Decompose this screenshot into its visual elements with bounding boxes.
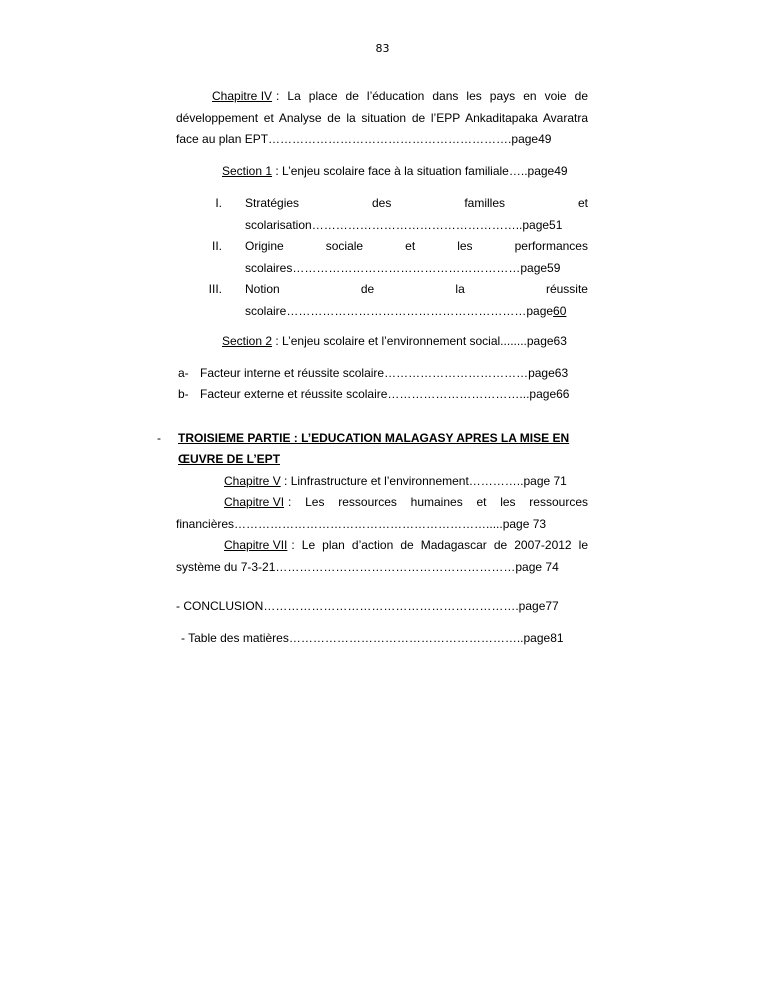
item-3-word: Notion [245,282,280,296]
section-1-label: Section 1 [222,164,273,178]
item-3-text: scolaire……………………………………………………page [245,304,554,318]
item-2-word: sociale [325,239,364,253]
item-3-word: réussite [545,282,588,296]
item-3-word: la [455,282,465,296]
item-3-word: de [360,282,375,296]
item-3-line-2 [245,304,566,319]
chapter-4-line-1 [212,89,588,104]
item-2-number: II. [211,239,222,253]
part-3-dash: - [157,431,161,445]
item-2-word: performances [514,239,588,253]
chapter-5-title: : Linfrastructure et l’environnement…………..page 71 [284,474,567,488]
section-1-title: : L’enjeu scolaire face à la situation familiale…..page49 [275,164,568,178]
section-2-title: : L’enjeu scolaire et l’environnement social........page63 [275,334,567,348]
item-3-page: 60 [553,304,567,318]
chapter-7-title-part: : Le plan d’action de Madagascar de 2007-2012 le [291,538,588,552]
chapter-4-line-2: développement et Analyse de la situation de l’EPP Ankaditapaka Avaratra [176,111,588,125]
item-1-number: I. [215,196,222,210]
chapter-6-label: Chapitre VI [224,495,285,509]
factor-b-marker: b- [178,387,189,401]
conclusion-entry: - CONCLUSION……………………………………………………….page77 [176,599,559,613]
chapter-4-title-part: : La place de l’éducation dans les pays en voie de [276,89,588,103]
item-2-word: et [405,239,416,253]
chapter-6-title-part: : Les ressources humaines et les ressources [288,495,588,509]
section-2-label: Section 2 [222,334,273,348]
factor-a-text: Facteur interne et réussite scolaire………………………………page63 [200,366,569,380]
item-1-word: des [372,196,392,210]
chapter-7-label: Chapitre VII [224,538,288,552]
chapter-5-label: Chapitre V [224,474,281,488]
chapter-6-line-2: financières……………………………………………………….....page 73 [176,517,547,531]
item-1-word: et [577,196,588,210]
item-2-word: Origine [245,239,284,253]
factor-a-marker: a- [178,366,189,380]
part-3-title-line-1: TROISIEME PARTIE : L’EDUCATION MALAGASY APRES LA MISE EN [178,431,570,445]
chapter-5-line [224,474,567,489]
item-3-number: III. [208,282,222,296]
chapter-4-line-3: face au plan EPT…………………………………………………….page49 [176,132,552,146]
item-2-word: les [457,239,473,253]
chapter-7-line-1 [224,538,588,553]
section-2-heading [222,334,567,349]
chapter-7-line-2: système du 7-3-21……………………………………………………page 74 [176,560,559,574]
item-1-word: Stratégies [245,196,300,210]
factor-b-text: Facteur externe et réussite scolaire……………………………...page66 [200,387,570,401]
item-1-line-2: scolarisation……………………………………………..page51 [245,218,563,232]
item-2-line-1 [245,239,588,254]
item-1-word: familles [464,196,506,210]
chapter-4-label: Chapitre IV [212,89,273,103]
item-3-line-1 [245,282,588,297]
item-2-line-2: scolaires…………………………………………………page59 [245,261,561,275]
item-1-line-1 [245,196,588,211]
part-3-title-line-2: ŒUVRE DE L’EPT [178,452,281,466]
page-number: 83 [375,42,390,55]
section-1-heading [222,164,568,179]
table-of-contents-entry: - Table des matières…………………………………………………..page81 [181,631,564,645]
chapter-6-line-1 [224,495,588,510]
